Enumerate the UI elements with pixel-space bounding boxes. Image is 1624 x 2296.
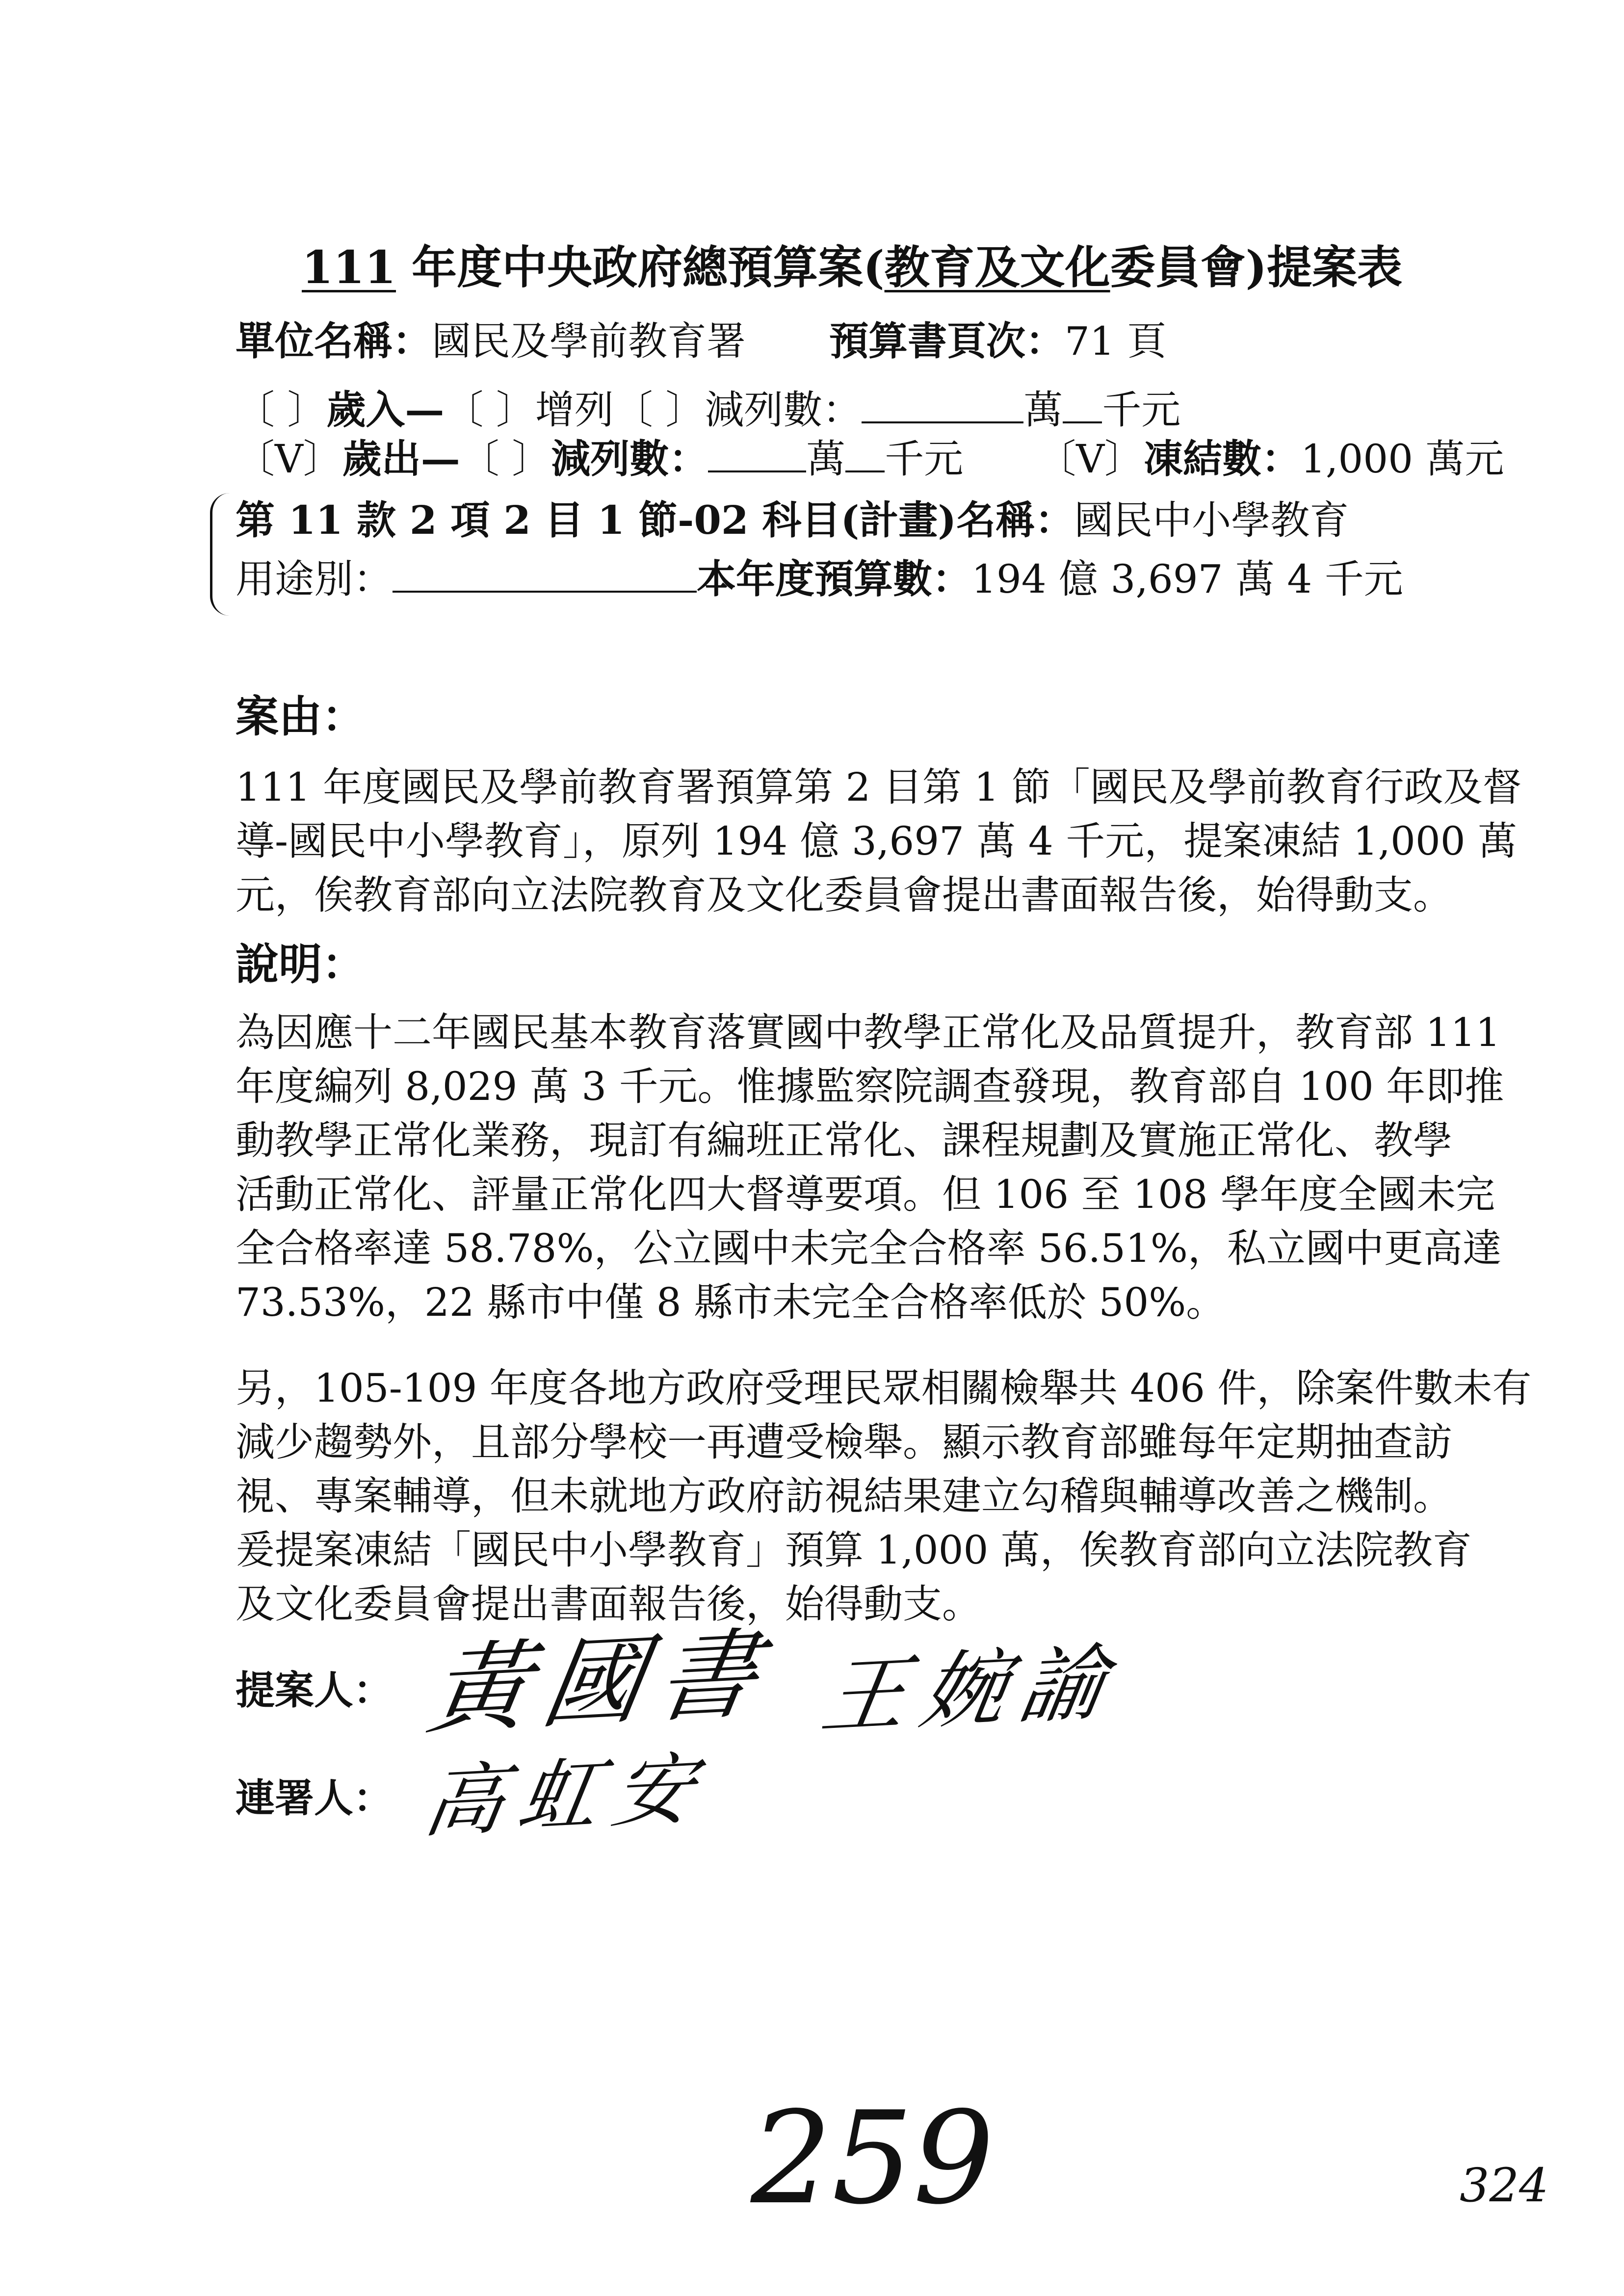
explanation-line: 活動正常化、評量正常化四大督導要項。但 106 至 108 學年度全國未完 <box>236 1172 1495 1217</box>
usage-line: 用途別： 本年度預算數：194 億 3,697 萬 4 千元 <box>236 556 1403 602</box>
reason-heading: 案由： <box>236 691 366 742</box>
blank-field <box>862 387 1023 423</box>
blank-field <box>1063 387 1102 423</box>
explanation-line: 及文化委員會提出書面報告後，始得動支。 <box>236 1581 981 1627</box>
form-title: 111 年度中央政府總預算案(教育及文化委員會)提案表 <box>302 241 1403 294</box>
proposer-signature-2: 王婉諭 <box>815 1634 1128 1747</box>
explanation-line: 為因應十二年國民基本教育落實國中教學正常化及品質提升，教育部 111 <box>236 1010 1501 1055</box>
explanation-line: 73.53%，22 縣市中僅 8 縣市未完全合格率低於 50%。 <box>236 1279 1226 1325</box>
explanation-line: 視、專案輔導，但未就地方政府訪視結果建立勾稽與輔導改善之機制。 <box>236 1473 1452 1519</box>
explanation-line: 爰提案凍結「國民中小學教育」預算 1,000 萬，俟教育部向立法院教育 <box>236 1527 1472 1573</box>
explanation-line: 年度編列 8,029 萬 3 千元。惟據監察院調查發現，教育部自 100 年即推 <box>236 1064 1504 1109</box>
proposer-signature-1: 黃國書 <box>421 1617 782 1748</box>
reason-line: 111 年度國民及學前教育署預算第 2 目第 1 節「國民及學前教育行政及督 <box>236 764 1522 810</box>
reason-line: 元，俟教育部向立法院教育及文化委員會提出書面報告後，始得動支。 <box>236 872 1452 918</box>
explanation-heading: 說明： <box>236 939 366 990</box>
explanation-line: 減少趨勢外，且部分學校一再遭受檢舉。顯示教育部雖每年定期抽查訪 <box>236 1419 1452 1465</box>
unit-line: 單位名稱：國民及學前教育署 預算書頁次：71 頁 <box>236 318 1167 364</box>
revenue-line: 〔 〕歲入—〔 〕增列〔 〕減列數： 萬 千元 <box>236 387 1181 433</box>
cosigner-label: 連署人： <box>236 1775 393 1821</box>
expense-line: 〔V〕歲出—〔 〕減列數： 萬 千元 〔V〕凍結數：1,000 萬元 <box>236 436 1504 482</box>
proposer-label: 提案人： <box>236 1667 393 1713</box>
explanation-line: 另，105-109 年度各地方政府受理民眾相關檢舉共 406 件，除案件數未有 <box>236 1365 1532 1411</box>
handwritten-page-number: 259 <box>751 2085 995 2233</box>
explanation-line: 動教學正常化業務，現訂有編班正常化、課程規劃及實施正常化、教學 <box>236 1118 1452 1163</box>
bracket-mark <box>210 493 232 616</box>
cosigner-signature: 高虹安 <box>418 1742 715 1849</box>
blank-field <box>845 436 885 472</box>
reason-line: 導-國民中小學教育」，原列 194 億 3,697 萬 4 千元，提案凍結 1,000 萬 <box>236 818 1518 864</box>
explanation-line: 全合格率達 58.78%，公立國中未完全合格率 56.51%，私立國中更高達 <box>236 1226 1502 1271</box>
item-line: 第 11 款 2 項 2 目 1 節-02 科目(計畫)名稱：國民中小學教育 <box>236 497 1349 543</box>
blank-field <box>708 436 806 472</box>
handwritten-corner-number: 324 <box>1460 2159 1549 2213</box>
blank-field <box>393 556 697 593</box>
